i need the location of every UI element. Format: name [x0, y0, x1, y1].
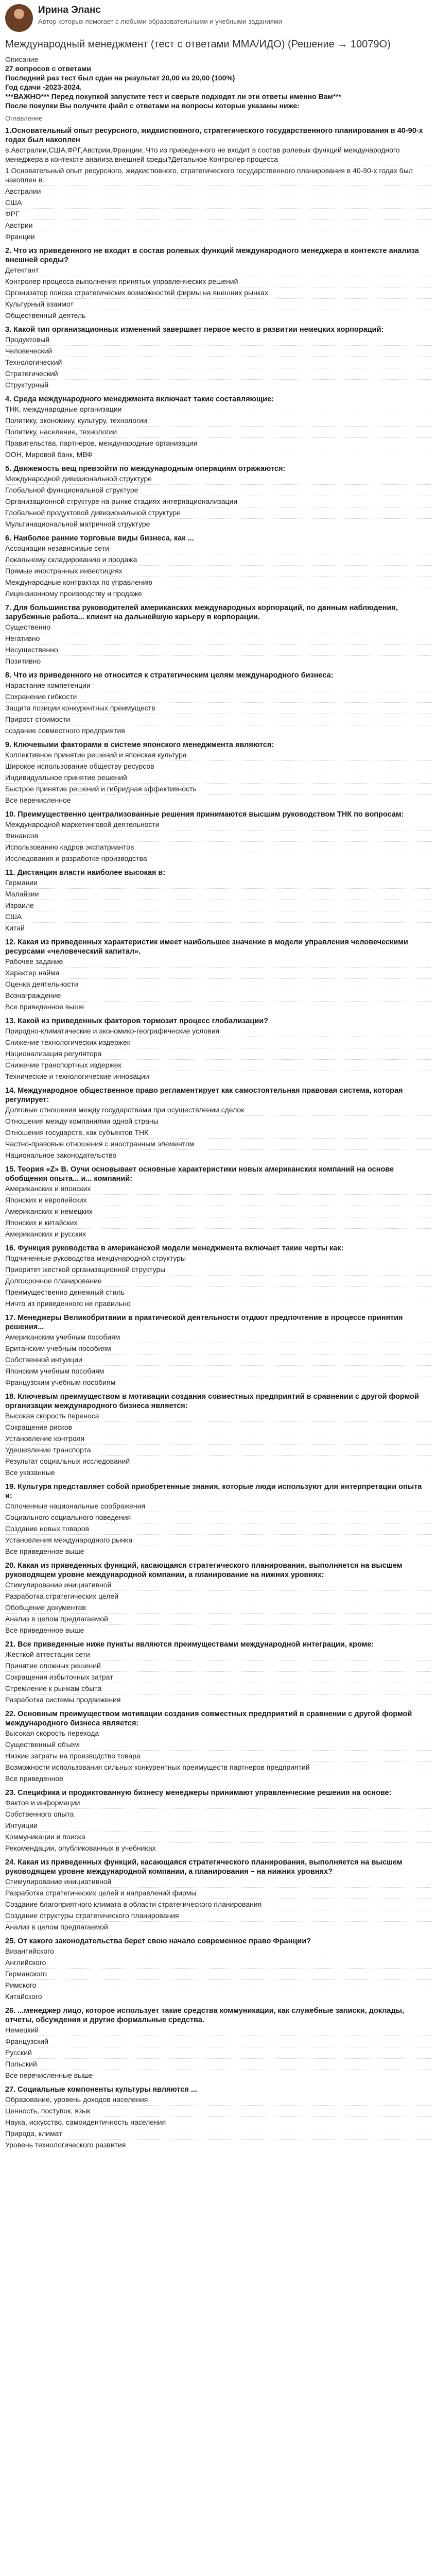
answer-option: Американских и немецких: [5, 1206, 431, 1217]
answer-option: Международной маркетинговой деятельности: [5, 819, 431, 831]
answer-option: Технические и технологические инновации: [5, 1072, 149, 1080]
question-block: [5, 603, 431, 667]
answer-option: Принятие сложных решений: [5, 1660, 431, 1672]
answer-option: Быстрое принятие решений и гибридная эффективность: [5, 784, 431, 795]
question-text: 19. Культура представляет собой приобретенные знания, которые люди используют для интерпретации опыта и:: [5, 1483, 422, 1500]
question-block: [5, 1561, 431, 1636]
answer-option: Австрии: [5, 220, 431, 231]
answer-option: Рекомендации, опубликованных в учебниках: [5, 1844, 156, 1852]
question-block: [5, 1709, 431, 1784]
answer-option: Германии: [5, 877, 431, 889]
answer-option: Ассоциации независимые сети: [5, 543, 431, 554]
answer-option: Анализ в целом предлагаемой: [5, 1614, 431, 1625]
answer-option: 1.Основательный опыт ресурсного, жидкистювного, стратегического государственного планирования в 40-90-х годах был накоплен в:: [5, 165, 431, 186]
answer-option: Преимущественно денежный стиль: [5, 1287, 431, 1298]
question-text: 27. Социальные компоненты культуры являются ...: [5, 2086, 197, 2094]
answer-option: Австралии: [5, 186, 431, 197]
question-text: 26. ...менеджер лицо, которое использует такие средства коммуникации, как служебные записки, доклады, отчеты, обсуждения и другие формальные средства.: [5, 2007, 405, 2024]
answer-option: Анализ в целом предлагаемой: [5, 1923, 108, 1931]
answer-option: Культурный взаимот: [5, 299, 431, 310]
answer-option: Прирост стоимости: [5, 714, 431, 725]
question-text: 15. Теория «Z» В. Оучи основывает основные характеристики новых американских компаний на основе обобщения опыта... и... компаний:: [5, 1165, 394, 1183]
question-block: [5, 1086, 431, 1161]
answer-option: Русский: [5, 2047, 431, 2059]
answer-option: Локальному складированию и продажа: [5, 554, 431, 566]
question-text: 6. Наиболее ранние торговые виды бизнеса, как ...: [5, 534, 194, 543]
question-text: 13. Какой из приведенных факторов тормозит процесс глобализации?: [5, 1017, 268, 1025]
answer-option: Стремление к рынкам сбыта: [5, 1683, 431, 1694]
answer-option: Природа, климат: [5, 2128, 431, 2140]
answer-option: Несущественно: [5, 645, 431, 656]
contents-label: Оглавление: [5, 114, 43, 122]
answer-option: Характер найма: [5, 968, 431, 979]
answer-option: Фактов и информации: [5, 1798, 431, 1809]
description-label: Описание: [5, 55, 39, 63]
answer-option: Разработка стратегических целей: [5, 1591, 431, 1602]
answer-option: Американским учебным пособиям: [5, 1332, 431, 1343]
answer-option: Результат социальных исследований: [5, 1456, 431, 1467]
answer-option: Создание новых товаров: [5, 1523, 431, 1535]
question-text: 12. Какая из приведенных характеристик имеет наибольшее значение в модели управления человеческими ресурсами «человеческий капитал».: [5, 938, 408, 956]
author-block: [5, 4, 431, 32]
question-block: [5, 1937, 431, 2002]
answer-option: Интуиции: [5, 1820, 431, 1832]
question-block: [5, 1016, 431, 1082]
answer-option: Частно-правовые отношения с иностранным элементом: [5, 1139, 431, 1150]
question-block: [5, 938, 431, 1012]
question-text: 1.Основательный опыт ресурсного, жидкистювного, стратегического государственного планирования в 40-90-х годах был накоплен: [5, 127, 423, 144]
question-block: [5, 671, 431, 736]
answer-option: Британским учебным пособиям: [5, 1343, 431, 1354]
answer-option: Позитивно: [5, 657, 41, 665]
answer-option: Общественный деятель: [5, 311, 86, 319]
question-block: [5, 1482, 431, 1557]
answer-option: ТНК, международные организации: [5, 404, 431, 415]
question-text: 7. Для большинства руководителей американских международных корпораций, по данным наблюдения, зарубежные работа... клиент на дальнейшую карьеру в корпорации.: [5, 604, 398, 621]
avatar[interactable]: [5, 4, 33, 32]
answer-option: Международные контрактах по управлению: [5, 577, 431, 588]
question-text: 2. Что из приведенного не входит в состав ролевых функций международного менеджера в контексте анализа внешней среды?: [5, 247, 419, 264]
answer-option: Английского: [5, 1957, 431, 1969]
answer-option: Рабочее задание: [5, 956, 431, 968]
answer-option: Японских и китайских: [5, 1217, 431, 1229]
answer-option: Германского: [5, 1969, 431, 1980]
question-text: 3. Какой тип организационных изменений завершает первое место в развитии немецких корпораций:: [5, 326, 384, 334]
question-block: [5, 1392, 431, 1478]
answer-option: Стимулирование инициативной: [5, 1580, 431, 1591]
answer-option: США: [5, 197, 431, 209]
question-block: [5, 325, 431, 391]
author-name[interactable]: Ирина Эланс: [38, 5, 101, 15]
question-text: 9. Ключевыми факторами в системе японского менеджмента являются:: [5, 741, 274, 749]
question-text: 5. Движемость вещ превзойти по международным операциям отражаются:: [5, 465, 286, 473]
answer-option: Существенный объем: [5, 1739, 431, 1751]
last-result: Последний раз тест был сдан на результат 20,00 из 20,00 (100%): [5, 74, 235, 82]
question-block: [5, 2085, 431, 2150]
answer-option: Ничто из приведенного не правильно: [5, 1299, 131, 1308]
answer-option: Китайского: [5, 1992, 42, 2001]
answer-option: Организатор поиска стратегических возможностей фирмы на внешних рынках: [5, 287, 431, 299]
answer-option: Все указанные: [5, 1468, 55, 1477]
answer-option: Природно-климатические и экономико-географические условия: [5, 1026, 431, 1037]
question-text: 25. От какого законодательства берет свою начало современное право Франции?: [5, 1937, 311, 1945]
answer-option: Создание благоприятного климата в области стратегического планирования: [5, 1899, 431, 1910]
question-block: [5, 1788, 431, 1854]
question-text: 17. Менеджеры Великобритании в практической деятельности отдают предпочтение в процессе принятия решения...: [5, 1314, 403, 1331]
answer-option: Китай: [5, 924, 25, 932]
answer-option: Польский: [5, 2059, 431, 2070]
question-text: 22. Основным преимуществом мотивации создания совместных предприятий в сравнении с другой формой международного бизнеса является:: [5, 1710, 412, 1727]
answer-option: Продуктовый: [5, 334, 431, 346]
question-text: 8. Что из приведенного не относится к стратегическим целям международного бизнеса:: [5, 671, 334, 680]
question-text: 20. Какая из приведенных функций, касающаяся стратегического планирования, выполняется на высшем руководящем уровне международной компании, а планирование на нижних уровнях:: [5, 1562, 403, 1579]
answer-option: Установление контроля: [5, 1433, 431, 1445]
answer-option: Немецкий: [5, 2025, 431, 2036]
answer-option: Французским учебным пособиям: [5, 1378, 116, 1386]
answer-option: Прямые иностранных инвестициях: [5, 566, 431, 577]
answer-option: Коммуникации и поиска: [5, 1832, 431, 1843]
answer-option: Французский: [5, 2036, 431, 2047]
answer-option: ООН, Мировой банк, МВФ: [5, 450, 93, 459]
answer-option: Разработка стратегических целей и направлений фирмы: [5, 1888, 431, 1899]
answer-option: Политику, население, технологии: [5, 427, 431, 438]
question-block: [5, 1313, 431, 1388]
question-block: [5, 1640, 431, 1705]
answer-option: Обобщение документов: [5, 1602, 431, 1614]
answer-option: Существенно: [5, 622, 431, 633]
answer-option: Сокращение рисков: [5, 1422, 431, 1433]
answer-option: Ценность, поступок, язык: [5, 2106, 431, 2117]
question-block: [5, 868, 431, 934]
answer-option: Глобальной продуктовой дивизиональной структуре: [5, 507, 431, 519]
answer-option: Собственного опыта: [5, 1809, 431, 1820]
question-text: 23. Специфика и продиктованную бизнесу менеджеры принимают управленческие решения на основе:: [5, 1789, 392, 1797]
answer-option: Сокращения избыточных затрат: [5, 1672, 431, 1683]
question-block: [5, 395, 431, 460]
answer-option: Вознаграждение: [5, 990, 431, 1002]
after-purchase-note: После покупки Вы получите файл с ответами на вопросы которые указаны ниже:: [5, 101, 300, 110]
question-block: [5, 2006, 431, 2081]
answer-option: Возможности использования сильных конкурентных преимуществ партнеров предприятий: [5, 1762, 431, 1773]
question-block: [5, 126, 431, 242]
question-text: 14. Международное общественное право регламентирует как самостоятельная правовая система, которая регулирует:: [5, 1087, 403, 1104]
year-note: Год сдачи -2023-2024.: [5, 83, 82, 91]
answer-option: Исследования и разработке производства: [5, 854, 147, 862]
answer-option: Мультинациональной матричной структуре: [5, 520, 150, 528]
answer-option: Разработка системы продвижения: [5, 1696, 121, 1704]
answer-option: Национальное законодательство: [5, 1151, 117, 1159]
answer-option: Отношения государств, как субъектов ТНК: [5, 1127, 431, 1139]
question-text: 18. Ключевым преимуществом в мотивации создания совместных предприятий в сравнении с другой формой организации международного бизнеса является:: [5, 1393, 419, 1410]
question-text: 24. Какая из приведенных функций, касающаяся стратегического планирования, выполняется на высшем руководящем уровне международной компании, а планирования – на нижних уровнях?: [5, 1858, 403, 1876]
question-block: [5, 1858, 431, 1933]
question-block: [5, 464, 431, 530]
answer-option: Нарастание компетенции: [5, 680, 431, 691]
question-block: [5, 1244, 431, 1309]
answer-option: Международной дивизиональной структуре: [5, 473, 431, 485]
answer-option: Использованию кадров экспатриантов: [5, 842, 431, 853]
answer-option: Политику, экономику, культуру, технологии: [5, 415, 431, 427]
answer-option: Создание структуры стратегического планирования: [5, 1910, 431, 1922]
answer-option: Высокая скорость перехода: [5, 1728, 431, 1739]
answer-option: Индивидуальное принятие решений: [5, 772, 431, 784]
answer-option: Все приведенное выше: [5, 1626, 84, 1634]
answer-option: Человеческий: [5, 346, 431, 357]
answer-option: в:Австралии,США,ФРГ,Австрии,Франции,.Что из приведенного не входит в состав ролевых функций международного менеджера в контексте анализа внешней среды?Детальное Контролер процесса: [5, 145, 431, 165]
question-count: 27 вопросов с ответами: [5, 64, 92, 73]
important-note: ***ВАЖНО*** Перед покупкой запустите тест и сверьте подходят ли эти ответы именно Вам***: [5, 92, 342, 100]
answer-option: Наука, искусство, самоидентичность населения: [5, 2117, 431, 2128]
answer-option: Японским учебным пособиям: [5, 1366, 431, 1377]
answer-option: Негативно: [5, 633, 431, 645]
answer-option: Израиле: [5, 900, 431, 911]
answer-option: Технологический: [5, 357, 431, 368]
answer-option: Низкие затраты на производство товара: [5, 1751, 431, 1762]
answer-option: Американских и русских: [5, 1230, 86, 1238]
answer-option: Сохранение гибкости: [5, 691, 431, 703]
answer-option: Жесткой аттестации сети: [5, 1649, 431, 1660]
question-block: [5, 534, 431, 599]
question-text: 11. Дистанция власти наиболее высокая в:: [5, 869, 166, 877]
author-description: Автор которых помогает с любыми образовательными и учебными заданиями: [38, 18, 282, 25]
answer-option: Византийского: [5, 1946, 431, 1957]
answer-option: Сплоченные национальные соображения: [5, 1501, 431, 1512]
answer-option: Собственной интуиции: [5, 1354, 431, 1366]
answer-option: Национализация регулятора: [5, 1048, 431, 1060]
answer-option: Все приведенное: [5, 1774, 63, 1783]
answer-option: Коллективное принятие решений и японская культура: [5, 750, 431, 761]
answer-option: Стимулирование инициативной: [5, 1876, 431, 1888]
answer-option: Лицензионному производству и продаже: [5, 589, 142, 598]
question-text: 21. Все приведенные ниже пункты являются преимуществами международной интеграции, кроме:: [5, 1640, 374, 1649]
answer-option: Японских и европейских: [5, 1195, 431, 1206]
answer-option: США: [5, 911, 431, 923]
answer-option: Все приведенное выше: [5, 1547, 84, 1555]
answer-option: Все перечисленное: [5, 796, 71, 804]
answer-option: Организационной структуре на рынке стадиях интернационализации: [5, 496, 431, 507]
answer-option: Долговые отношения между государствами при осуществлении сделок: [5, 1105, 431, 1116]
description-block: [5, 55, 431, 122]
answer-option: Приоритет жесткой организационной структуры: [5, 1264, 431, 1276]
question-block: [5, 1165, 431, 1240]
answer-option: Снижение транспортных издержек: [5, 1060, 431, 1071]
answer-option: Удешевление транспорта: [5, 1445, 431, 1456]
answer-option: Образование, уровень доходов населения: [5, 2094, 431, 2106]
answer-option: создание совместного предприятия: [5, 726, 125, 735]
question-list: [5, 126, 431, 2150]
answer-option: Социального социального поведения: [5, 1512, 431, 1523]
answer-option: Уровень технологического развития: [5, 2141, 126, 2149]
answer-option: Отношения между компаниями одной страны: [5, 1116, 431, 1127]
answer-option: Малайзии: [5, 889, 431, 900]
question-block: [5, 246, 431, 321]
answer-option: ФРГ: [5, 209, 431, 220]
answer-option: Подчиненные руководства международной структуры: [5, 1253, 431, 1264]
answer-option: Детектант: [5, 265, 431, 276]
answer-option: Широкое использование обществу ресурсов: [5, 761, 431, 772]
answer-option: Американских и японских: [5, 1183, 431, 1195]
answer-option: Все перечисленные выше: [5, 2071, 93, 2079]
answer-option: Глобальной функциональной структуре: [5, 485, 431, 496]
question-block: [5, 740, 431, 806]
answer-option: Финансов: [5, 831, 431, 842]
question-text: 4. Среда международного менеджмента включает такие составляющие:: [5, 395, 274, 403]
answer-option: Снижение технологических издержек: [5, 1037, 431, 1048]
question-text: 10. Преимущественно централизованные решения принимаются высшим руководством ТНК по вопросам:: [5, 810, 404, 819]
answer-option: Стратегический: [5, 368, 431, 380]
answer-option: Установления международного рынка: [5, 1535, 431, 1546]
answer-option: Долгосрочное планирование: [5, 1276, 431, 1287]
answer-option: Контролер процесса выполнения принятых управленческих решений: [5, 276, 431, 287]
answer-option: Защита позиции конкурентных преимуществ: [5, 703, 431, 714]
answer-option: Структурный: [5, 381, 49, 389]
answer-option: Все приведенное выше: [5, 1003, 84, 1011]
answer-option: Оценка деятельности: [5, 979, 431, 990]
question-text: 16. Функция руководства в американской модели менеджмента включает такие черты как:: [5, 1244, 344, 1252]
answer-option: Высокая скорость переноса: [5, 1411, 431, 1422]
page-title: Международный менеджмент (тест с ответами ММА/ИДО) (Решение → 10079О): [5, 39, 391, 50]
answer-option: Римского: [5, 1980, 431, 1991]
answer-option: Франции: [5, 232, 35, 241]
question-block: [5, 810, 431, 864]
answer-option: Правительства, партнеров, международные организации: [5, 438, 431, 449]
